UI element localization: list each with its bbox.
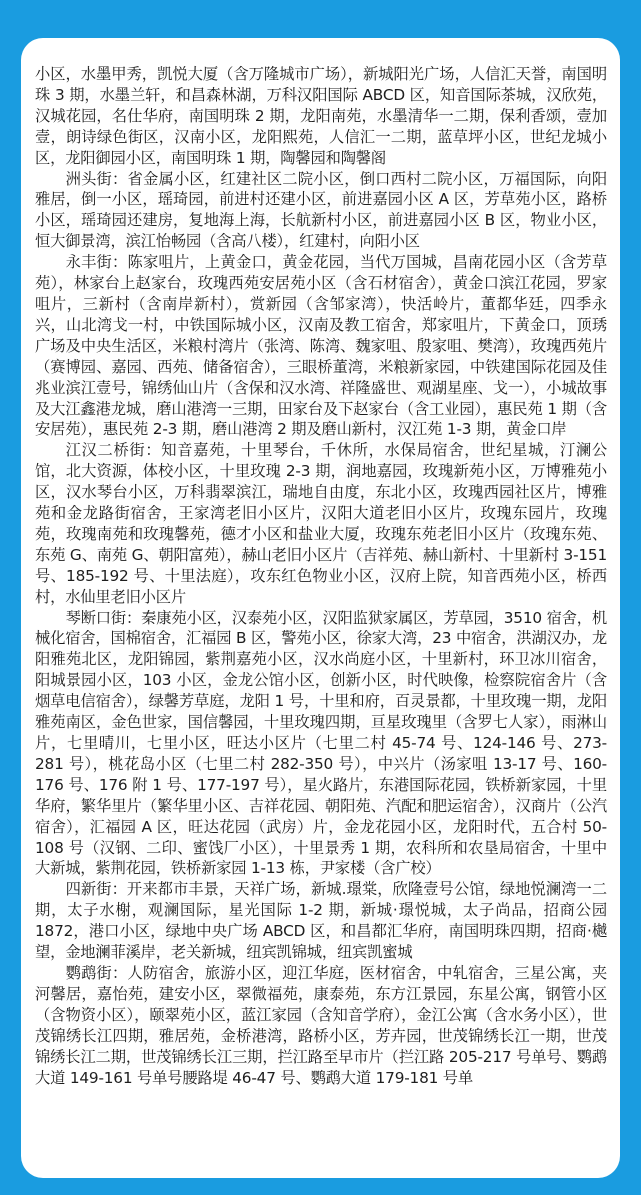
paragraph-continued-list: 小区，水墨甲秀，凯悦大厦（含万隆城市广场），新城阳光广场，人信汇天誉，南国明珠 3 期，水墨兰轩，和昌森林湖，万科汉阳国际 ABCD 区，知音国际茶城，汉欣苑，汉城花园，名仕华府，南国明珠 2 期，龙阳南苑，水墨清华一二期，保利香颂，壹加壹，朗诗绿色街区，汉南小区，龙阳熙苑，人信汇一二期，蓝草坪小区，世纪龙城小区，龙阳御园小区，南国明珠 1 期，陶馨园和陶馨阁 bbox=[35, 65, 607, 167]
paragraph-sixin-street: 四新街：开来都市丰景，天祥广场，新城.璟棠，欣隆壹号公馆，绿地悦澜湾一二期，太子水榭，观澜国际，星光国际 1-2 期，新城·璟悦城，太子尚品，招商公园 1872，港口小区，绿地中央广场 ABCD 区，和昌都汇华府，南国明珠四期，招商·樾望，金地澜菲溪岸，老关新城，纽宾凯锦城，纽宾凯蜜城 bbox=[35, 880, 607, 962]
paragraph-yingwu-street: 鹦鹉街：人防宿舍，旅游小区，迎江华庭，医材宿舍，中轧宿舍，三星公寓，夹河馨居，嘉怡苑，建安小区，翠微福苑，康泰苑，东方江景园，东星公寓，钢管小区（含物资小区），颐翠苑小区，蓝江家园（含知音学府），金江公寓（含水务小区），世茂锦绣长江四期，雅居苑，金桥港湾，路桥小区，芳卉园，世茂锦绣长江一期，世茂锦绣长江二期，世茂锦绣长江三期，拦江路至早市片（拦江路 205-217 号单号、鹦鹉大道 149-161 号单号腰路堤 46-47 号、鹦鹉大道 179-181 号单 bbox=[35, 963, 607, 1087]
document-body bbox=[35, 64, 607, 1088]
paragraph-zhoutou-street: 洲头街：省金属小区，红建社区二院小区，倒口西村二院小区，万福国际，向阳雅居，倒一小区，瑶琦园，前进村还建小区，前进嘉园小区 A 区，芳草苑小区，路桥小区，瑶琦园还建房，复地海上海，长航新村小区，前进嘉园小区 B 区，物业小区，恒大御景湾，滨江怡畅园（含高八楼），红建村，向阳小区 bbox=[35, 169, 607, 251]
paragraph-qinduankou-street: 琴断口街：秦康苑小区，汉泰苑小区，汉阳监狱家属区，芳草园，3510 宿舍，机械化宿舍，国棉宿舍，汇福园 B 区，警苑小区，徐家大湾，23 中宿舍，洪湖汉办，龙阳雅苑北区，龙阳锦园，紫荆嘉苑小区，汉水尚庭小区，十里新村，环卫冰川宿舍，阳城景园小区，103 小区，金龙公馆小区，创新小区，时代映像，检察院宿舍片（含烟草电信宿舍），绿馨芳草庭，龙阳 1 号，十里和府，百灵景都，十里玫瑰一期，龙阳雅苑南区，金色世家，国信馨园，十里玫瑰四期，亘星玫瑰里（含罗七人家），雨淋山片，七里晴川，七里小区，旺达小区片（七里二村 45-74 号、124-146 号、273-281 号），桃花岛小区（七里二村 282-350 号），中兴片（汤家咀 13-17 号、160-176 号、176 附 1 号、177-197 号），星火路片，东港国际花园，铁桥新家园，十里华府，繁华里片（繁华里小区、吉祥花园、朝阳苑、汽配和肥运宿舍），汉商片（公汽宿舍），汇福园 A 区，旺达花园（武房）片，金龙花园小区，龙阳时代，五合村 50-108 号（汉钢、二印、蜜饯厂小区），十里景秀 1 期，农科所和农垦局宿舍，十里中大新城，紫荆花园，铁桥新家园 1-13 栋，尹家楼（含广校） bbox=[35, 608, 607, 878]
paragraph-jianghan-erqiao-street: 江汉二桥街：知音嘉苑，十里琴台，千休所，水保局宿舍，世纪星城，汀澜公馆，北大资源，体校小区，十里玫瑰 2-3 期，润地嘉园，玫瑰新苑小区，万博雅苑小区，汉水琴台小区，万科翡翠滨江，瑞地自由度，东北小区，玫瑰西园社区片，博雅苑和金龙路街宿舍，王家湾老旧小区片，汉阳大道老旧小区片，玫瑰东园片，玫瑰苑，玫瑰南苑和玫瑰馨苑，德才小区和盐业大厦，玫瑰东苑老旧小区片（玫瑰东苑、东苑 G、南苑 G、朝阳富苑），赫山老旧小区片（吉祥苑、赫山新村、十里新村 3-151 号、185-192 号、十里法庭），攻东红色物业小区，汉府上院，知音西苑小区，桥西村，水仙里老旧小区片 bbox=[35, 441, 607, 606]
content-card bbox=[21, 38, 620, 1178]
paragraph-yongfeng-street: 永丰街：陈家咀片，上黄金口，黄金花园，当代万国城，昌南花园小区（含芳草苑），林家台上赵家台，玫瑰西苑安居苑小区（含石材宿舍），黄金口滨江花园，罗家咀片，三新村（含南岸新村），赏新园（含邹家湾），快活岭片，董都华廷，四季永兴，山北湾戈一村，中铁国际城小区，汉南及教工宿舍，郑家咀片，下黄金口，顶琇广场及中央生活区，米粮村湾片（张湾、陈湾、魏家咀、殷家咀、樊湾），玫瑰西苑片（赛博园、嘉园、西苑、储备宿舍），三眼桥董湾，米粮新家园，中铁建国际花园及佳兆业滨江壹号，锦绣仙山片（含保和汉水湾、祥隆盛世、观湖星座、戈一），小城故事及大江鑫港龙城，磨山港湾一三期，田家台及下赵家台（含工业园），惠民苑 1 期（含安居苑），惠民苑 2-3 期，磨山港湾 2 期及磨山新村，汉江苑 1-3 期，黄金口岸 bbox=[35, 253, 607, 439]
